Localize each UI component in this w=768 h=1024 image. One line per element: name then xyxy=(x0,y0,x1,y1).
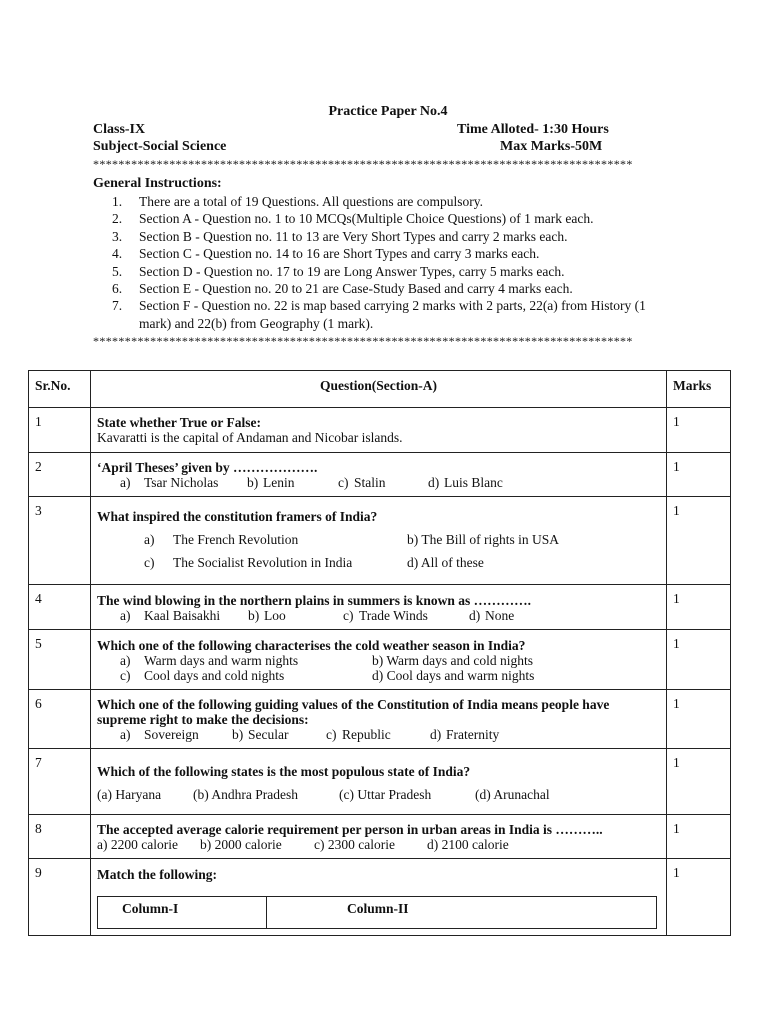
question-number: 1 xyxy=(29,408,91,453)
table-row xyxy=(29,749,731,815)
option: Luis Blanc xyxy=(444,475,503,490)
question-text: ‘April Theses’ given by ………………. xyxy=(97,460,318,475)
header-question: Question(Section-A) xyxy=(91,371,667,408)
instruction-item: 1. There are a total of 19 Questions. All questions are compulsory. xyxy=(112,194,484,209)
question-number: 5 xyxy=(29,630,91,690)
question-number: 3 xyxy=(29,497,91,585)
table-row xyxy=(29,408,731,453)
option: (c) Uttar Pradesh xyxy=(339,787,432,802)
option: b) 2000 calorie xyxy=(200,837,282,852)
option: None xyxy=(485,608,515,623)
instructions-list xyxy=(112,193,677,332)
question-text: State whether True or False: xyxy=(97,415,261,430)
option: Loo xyxy=(264,608,286,623)
question-marks: 1 xyxy=(667,815,731,859)
question-number: 9 xyxy=(29,859,91,936)
option: (a) Haryana xyxy=(97,787,162,802)
question-marks: 1 xyxy=(667,453,731,497)
match-table xyxy=(97,896,657,929)
question-text: Which of the following states is the most populous state of India? xyxy=(97,764,471,779)
option: (b) Andhra Pradesh xyxy=(193,787,298,802)
option: Cool days and cold nights xyxy=(144,668,285,683)
question-text: The wind blowing in the northern plains in summers is known as …………. xyxy=(97,593,531,608)
option: Trade Winds xyxy=(359,608,428,623)
table-row xyxy=(29,815,731,859)
table-row xyxy=(29,690,731,749)
header-marks: Marks xyxy=(667,371,731,408)
option: c) 2300 calorie xyxy=(314,837,395,852)
question-marks: 1 xyxy=(667,749,731,815)
question-marks: 1 xyxy=(667,630,731,690)
question-text: The accepted average calorie requirement per person in urban areas in India is ……….. xyxy=(97,822,603,837)
question-marks: 1 xyxy=(667,690,731,749)
class-label: Class-IX xyxy=(93,122,146,137)
question-number: 4 xyxy=(29,585,91,630)
option: Kaal Baisakhi xyxy=(144,608,221,623)
option: d) Cool days and warm nights xyxy=(372,668,535,683)
instruction-item: 7. Section F - Question no. 22 is map based carrying 2 marks with 2 parts, 22(a) from History (1 mark) and 22(b) from Geography (1 mark). xyxy=(112,298,646,331)
question-text: What inspired the constitution framers of India? xyxy=(97,509,378,524)
option: d) All of these xyxy=(407,555,484,570)
options-row: c) Cool days and cold nights d) Cool days and warm nights xyxy=(120,668,535,683)
page-title: Practice Paper No.4 xyxy=(328,104,448,119)
question-statement: Kavaratti is the capital of Andaman and Nicobar islands. xyxy=(97,430,403,445)
question-text: Match the following: xyxy=(97,867,217,882)
option: Republic xyxy=(342,727,391,742)
question-marks: 1 xyxy=(667,585,731,630)
option: a) 2200 calorie xyxy=(97,837,178,852)
instruction-item: 4. Section C - Question no. 14 to 16 are Short Types and carry 3 marks each. xyxy=(112,246,540,262)
max-marks-label: Max Marks-50M xyxy=(500,139,603,154)
subject-label: Subject-Social Science xyxy=(93,139,227,154)
table-row xyxy=(29,585,731,630)
option: (d) Arunachal xyxy=(475,787,550,802)
separator-stars-top: ************************************************************************************* xyxy=(93,157,633,171)
options-row: a) The French Revolution b) The Bill of rights in USA xyxy=(144,532,560,547)
table-row xyxy=(29,630,731,690)
question-marks: 1 xyxy=(667,497,731,585)
option: Tsar Nicholas xyxy=(144,475,219,490)
option: Stalin xyxy=(354,475,386,490)
options-row: a) Warm days and warm nights b) Warm days and cold nights xyxy=(120,653,534,668)
option: b) The Bill of rights in USA xyxy=(407,532,560,547)
instruction-item: 2. Section A - Question no. 1 to 10 MCQs(Multiple Choice Questions) of 1 mark each. xyxy=(112,211,594,227)
option: Fraternity xyxy=(446,727,500,742)
question-number: 2 xyxy=(29,453,91,497)
option: The Socialist Revolution in India xyxy=(173,555,353,570)
instruction-item: 6. Section E - Question no. 20 to 21 are Case-Study Based and carry 4 marks each. xyxy=(112,281,573,297)
options-row: a) Kaal Baisakhi b) Loo c) Trade Winds d) None xyxy=(120,608,515,623)
match-column-1-header: Column-I xyxy=(98,897,267,929)
option: Warm days and warm nights xyxy=(144,653,299,668)
table-header-row xyxy=(29,371,731,408)
question-number: 8 xyxy=(29,815,91,859)
table-row xyxy=(29,453,731,497)
options-row xyxy=(97,837,660,852)
question-table xyxy=(28,370,731,936)
instruction-item: 3. Section B - Question no. 11 to 13 are Very Short Types and carry 2 marks each. xyxy=(112,228,568,244)
instruction-item: 5. Section D - Question no. 17 to 19 are Long Answer Types, carry 5 marks each. xyxy=(112,263,565,279)
options-row: a) Sovereign b) Secular c) Republic d) Fraternity xyxy=(120,727,500,742)
option: d) 2100 calorie xyxy=(427,837,509,852)
header-sr-no: Sr.No. xyxy=(29,371,91,408)
options-row: a) Tsar Nicholas b) Lenin c) Stalin d) Luis Blanc xyxy=(120,475,503,490)
question-text: Which one of the following characterises the cold weather season in India? xyxy=(97,638,526,653)
question-number: 6 xyxy=(29,690,91,749)
option: Secular xyxy=(248,727,289,742)
instructions-heading: General Instructions: xyxy=(93,176,222,191)
question-number: 7 xyxy=(29,749,91,815)
option: Lenin xyxy=(263,475,295,490)
option: Sovereign xyxy=(144,727,199,742)
option: The French Revolution xyxy=(173,532,299,547)
question-text: Which one of the following guiding values of the Constitution of India means people have supreme right to make the decisions: xyxy=(97,697,610,727)
option: b) Warm days and cold nights xyxy=(372,653,534,668)
options-row: c) The Socialist Revolution in India d) All of these xyxy=(144,555,484,570)
options-row xyxy=(97,787,660,802)
separator-stars-bottom: ************************************************************************************* xyxy=(93,334,633,348)
table-row xyxy=(29,859,731,936)
time-label: Time Alloted- 1:30 Hours xyxy=(457,122,609,137)
table-row xyxy=(29,497,731,585)
match-column-2-header: Column-II xyxy=(267,897,657,929)
question-marks: 1 xyxy=(667,408,731,453)
question-marks: 1 xyxy=(667,859,731,936)
